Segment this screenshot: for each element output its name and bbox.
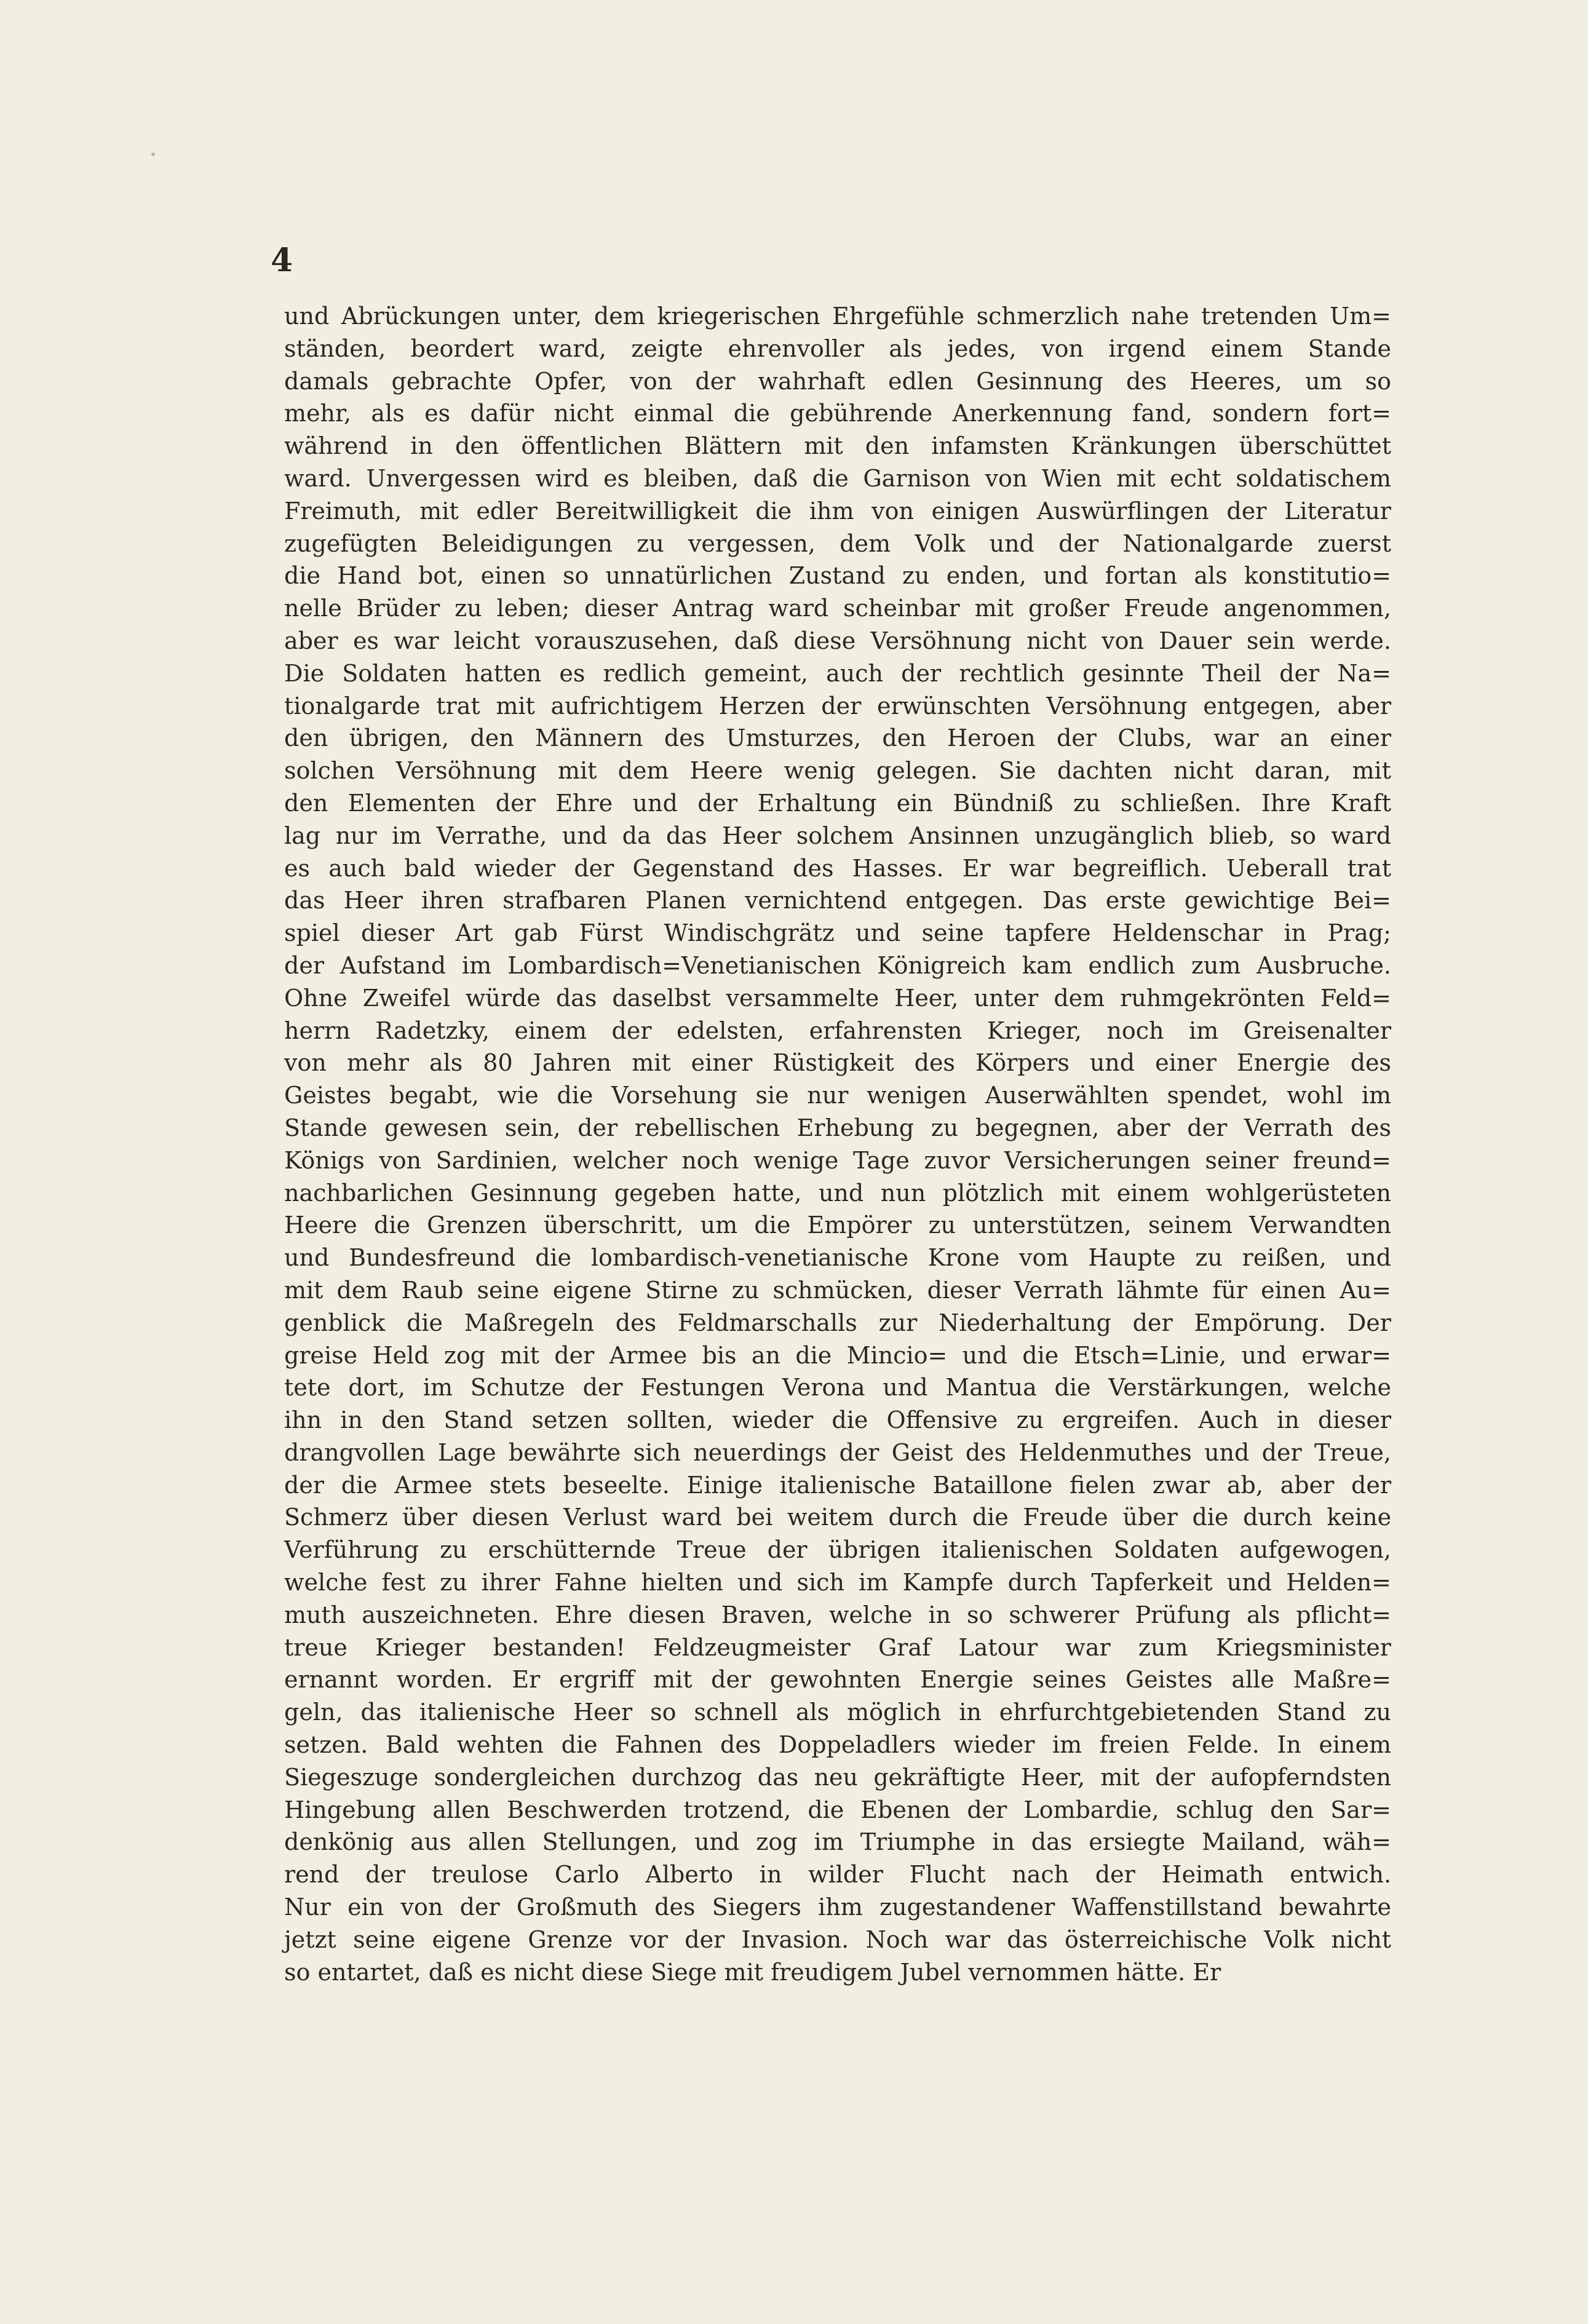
text-line: ihn in den Stand setzen sollten, wieder die Offensive zu ergreifen. Auch in dieser	[284, 1406, 1391, 1434]
text-line: der Aufstand im Lombardisch=Venetianischen Königreich kam endlich zum Ausbruche.	[284, 951, 1391, 979]
body-text	[284, 300, 1391, 1988]
text-line: rend der treulose Carlo Alberto in wilder Flucht nach der Heimath entwich.	[284, 1861, 1392, 1889]
text-line: das Heer ihren strafbaren Planen vernichtend entgegen. Das erste gewichtige Bei=	[284, 887, 1391, 914]
text-line: tete dort, im Schutze der Festungen Verona und Mantua die Verstärkungen, welche	[284, 1374, 1392, 1402]
text-line: von mehr als 80 Jahren mit einer Rüstigkeit des Körpers und einer Energie des	[284, 1049, 1392, 1077]
text-line: geln, das italienische Heer so schnell als möglich in ehrfurchtgebietenden Stand zu	[284, 1699, 1391, 1726]
text-line: Die Soldaten hatten es redlich gemeint, auch der rechtlich gesinnte Theil der Na=	[284, 659, 1392, 687]
text-line: Siegeszuge sondergleichen durchzog das neu gekräftigte Heer, mit der aufopferndsten	[284, 1763, 1392, 1791]
text-line: den Elementen der Ehre und der Erhaltung ein Bündniß zu schließen. Ihre Kraft	[284, 789, 1391, 817]
text-line: spiel dieser Art gab Fürst Windischgrätz und seine tapfere Heldenschar in Prag;	[284, 919, 1391, 947]
text-line: lag nur im Verrathe, und da das Heer solchem Ansinnen unzugänglich blieb, so ward	[284, 822, 1392, 849]
text-line: Freimuth, mit edler Bereitwilligkeit die ihm von einigen Auswürflingen der Literatur	[284, 497, 1391, 525]
text-line: zugefügten Beleidigungen zu vergessen, dem Volk und der Nationalgarde zuerst	[284, 529, 1392, 557]
text-line: Schmerz über diesen Verlust ward bei weitem durch die Freude über die durch keine	[284, 1504, 1392, 1531]
text-line: jetzt seine eigene Grenze vor der Invasion. Noch war das österreichische Volk nicht	[284, 1925, 1392, 1953]
text-line: nelle Brüder zu leben; dieser Antrag ward scheinbar mit großer Freude angenommen,	[284, 595, 1391, 622]
text-line: damals gebrachte Opfer, von der wahrhaft edlen Gesinnung des Heeres, um so	[284, 367, 1392, 395]
text-line: Heere die Grenzen überschritt, um die Empörer zu unterstützen, seinem Verwandten	[284, 1212, 1392, 1239]
text-line: Stande gewesen sein, der rebellischen Erhebung zu begegnen, aber der Verrath des	[284, 1114, 1392, 1141]
text-line: ernannt worden. Er ergriff mit der gewohnten Energie seines Geistes alle Maßre=	[284, 1666, 1391, 1694]
text-line: setzen. Bald wehten die Fahnen des Doppeladlers wieder im freien Felde. In einem	[284, 1731, 1391, 1759]
text-line: greise Held zog mit der Armee bis an die Mincio= und die Etsch=Linie, und erwar=	[284, 1341, 1392, 1369]
text-line: mit dem Raub seine eigene Stirne zu schmücken, dieser Verrath lähmte für einen Au=	[284, 1276, 1392, 1304]
paper-speck	[151, 153, 155, 156]
text-line: nachbarlichen Gesinnung gegeben hatte, und nun plötzlich mit einem wohlgerüsteten	[284, 1179, 1391, 1207]
text-line: so entartet, daß es nicht diese Siege mit freudigem Jubel vernommen hätte. Er	[284, 1958, 1221, 1986]
text-line: welche fest zu ihrer Fahne hielten und sich im Kampfe durch Tapferkeit und Helden=	[284, 1569, 1392, 1596]
text-line: der die Armee stets beseelte. Einige italienische Bataillone fielen zwar ab, aber der	[284, 1471, 1391, 1499]
text-line: muth auszeichneten. Ehre diesen Braven, welche in so schwerer Prüfung als pflicht=	[284, 1601, 1391, 1628]
text-line: Ohne Zweifel würde das daselbst versammelte Heer, unter dem ruhmgekrönten Feld=	[284, 984, 1392, 1012]
text-line: und Bundesfreund die lombardisch-venetianische Krone vom Haupte zu reißen, und	[284, 1244, 1391, 1272]
text-line: solchen Versöhnung mit dem Heere wenig gelegen. Sie dachten nicht daran, mit	[284, 757, 1391, 785]
text-line: tionalgarde trat mit aufrichtigem Herzen der erwünschten Versöhnung entgegen, aber	[284, 692, 1391, 720]
text-line: den übrigen, den Männern des Umsturzes, den Heroen der Clubs, war an einer	[284, 724, 1392, 752]
text-line: aber es war leicht vorauszusehen, daß diese Versöhnung nicht von Dauer sein werde.	[284, 627, 1391, 654]
text-line: Geistes begabt, wie die Vorsehung sie nur wenigen Auserwählten spendet, wohl im	[284, 1082, 1392, 1109]
text-line: herrn Radetzky, einem der edelsten, erfahrensten Krieger, noch im Greisenalter	[284, 1017, 1391, 1044]
text-line: und Abrückungen unter, dem kriegerischen Ehrgefühle schmerzlich nahe tretenden Um=	[284, 303, 1391, 330]
text-line: Verführung zu erschütternde Treue der übrigen italienischen Soldaten aufgewogen,	[284, 1536, 1392, 1564]
text-line: mehr, als es dafür nicht einmal die gebührende Anerkennung fand, sondern fort=	[284, 400, 1392, 427]
text-line: ward. Unvergessen wird es bleiben, daß die Garnison von Wien mit echt soldatischem	[284, 464, 1391, 492]
text-line: die Hand bot, einen so unnatürlichen Zustand zu enden, und fortan als konstitutio=	[284, 562, 1392, 590]
text-line: denkönig aus allen Stellungen, und zog im Triumphe in das ersiegte Mailand, wäh=	[284, 1828, 1392, 1856]
text-line: Nur ein von der Großmuth des Siegers ihm zugestandener Waffenstillstand bewahrte	[284, 1894, 1392, 1921]
text-line: Königs von Sardinien, welcher noch wenige Tage zuvor Versicherungen seiner freund=	[284, 1146, 1392, 1174]
text-line: genblick die Maßregeln des Feldmarschalls zur Niederhaltung der Empörung. Der	[284, 1309, 1391, 1336]
text-line: ständen, beordert ward, zeigte ehrenvoller als jedes, von irgend einem Stande	[284, 335, 1391, 362]
text-line: Hingebung allen Beschwerden trotzend, die Ebenen der Lombardie, schlug den Sar=	[284, 1796, 1391, 1823]
page-number: 4	[271, 242, 293, 279]
text-line: treue Krieger bestanden! Feldzeugmeister Graf Latour war zum Kriegsminister	[284, 1633, 1391, 1661]
text-line: drangvollen Lage bewährte sich neuerdings der Geist des Heldenmuthes und der Treue,	[284, 1438, 1391, 1466]
text-line: während in den öffentlichen Blättern mit den infamsten Kränkungen überschüttet	[284, 432, 1391, 460]
text-line: es auch bald wieder der Gegenstand des Hasses. Er war begreiflich. Ueberall trat	[284, 854, 1391, 882]
